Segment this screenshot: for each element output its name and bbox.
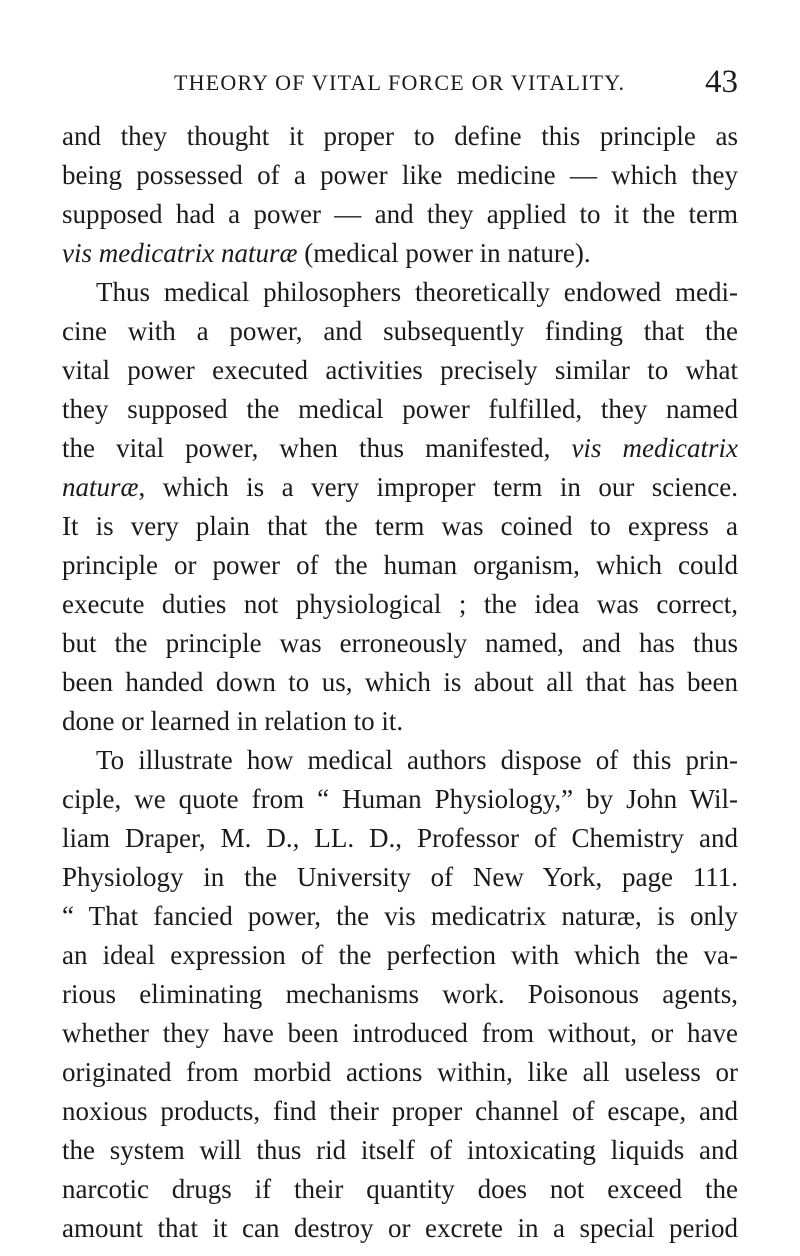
page-number: 43 [705, 64, 738, 100]
text-line: It is very plain that the term was coined to express a [62, 511, 738, 541]
text-fragment: (medical power in nature). [297, 238, 591, 268]
text-line: vital power executed activities precisely similar to what [62, 355, 738, 385]
text-line: Thus medical philosophers theoretically endowed medi- [96, 277, 738, 307]
text-fragment: , which is a very improper term in our science. [138, 472, 738, 502]
latin-term: vis medicatrix naturæ [62, 238, 298, 268]
text-line: amount that it can destroy or excrete in a special period [62, 1213, 738, 1243]
text-line: and they thought it proper to define this principle as [62, 121, 738, 151]
text-line: execute duties not physiological ; the idea was correct, [62, 589, 738, 619]
text-line: To illustrate how medical authors dispose of this prin- [96, 745, 738, 775]
text-line: cine with a power, and subsequently finding that the [62, 316, 738, 346]
text-line: the system will thus rid itself of intoxicating liquids and [62, 1135, 738, 1165]
text-line: principle or power of the human organism, which could [62, 550, 738, 580]
text-line: Physiology in the University of New York, page 111. [62, 862, 738, 892]
text-line: “ That fancied power, the vis medicatrix naturæ, is only [62, 901, 738, 931]
text-line: but the principle was erroneously named, and has thus [62, 628, 738, 658]
text-line: they supposed the medical power fulfilled, they named [62, 394, 738, 424]
latin-term: naturæ [62, 472, 139, 502]
text-fragment: the vital power, when thus manifested, [62, 433, 572, 463]
text-line: whether they have been introduced from without, or have [62, 1018, 738, 1048]
text-line: liam Draper, M. D., LL. D., Professor of Chemistry and [62, 823, 738, 853]
text-line [62, 235, 738, 271]
text-line: an ideal expression of the perfection with which the va- [62, 940, 738, 970]
text-line: been handed down to us, which is about all that has been [62, 667, 738, 697]
text-line: done or learned in relation to it. [62, 706, 404, 736]
text-line [62, 430, 738, 466]
text-line: originated from morbid actions within, like all useless or [62, 1057, 738, 1087]
latin-term: vis medicatrix [571, 433, 738, 463]
text-line: supposed had a power — and they applied to it the term [62, 199, 738, 229]
text-line: narcotic drugs if their quantity does not exceed the [62, 1174, 738, 1204]
text-line: ciple, we quote from “ Human Physiology,” by John Wil- [62, 784, 738, 814]
text-line: noxious products, find their proper channel of escape, and [62, 1096, 738, 1126]
text-line: being possessed of a power like medicine — which they [62, 160, 738, 190]
text-line [62, 469, 738, 505]
text-line: rious eliminating mechanisms work. Poisonous agents, [62, 979, 738, 1009]
running-head [62, 64, 738, 110]
running-title: THEORY OF VITAL FORCE OR VITALITY. [174, 70, 626, 95]
